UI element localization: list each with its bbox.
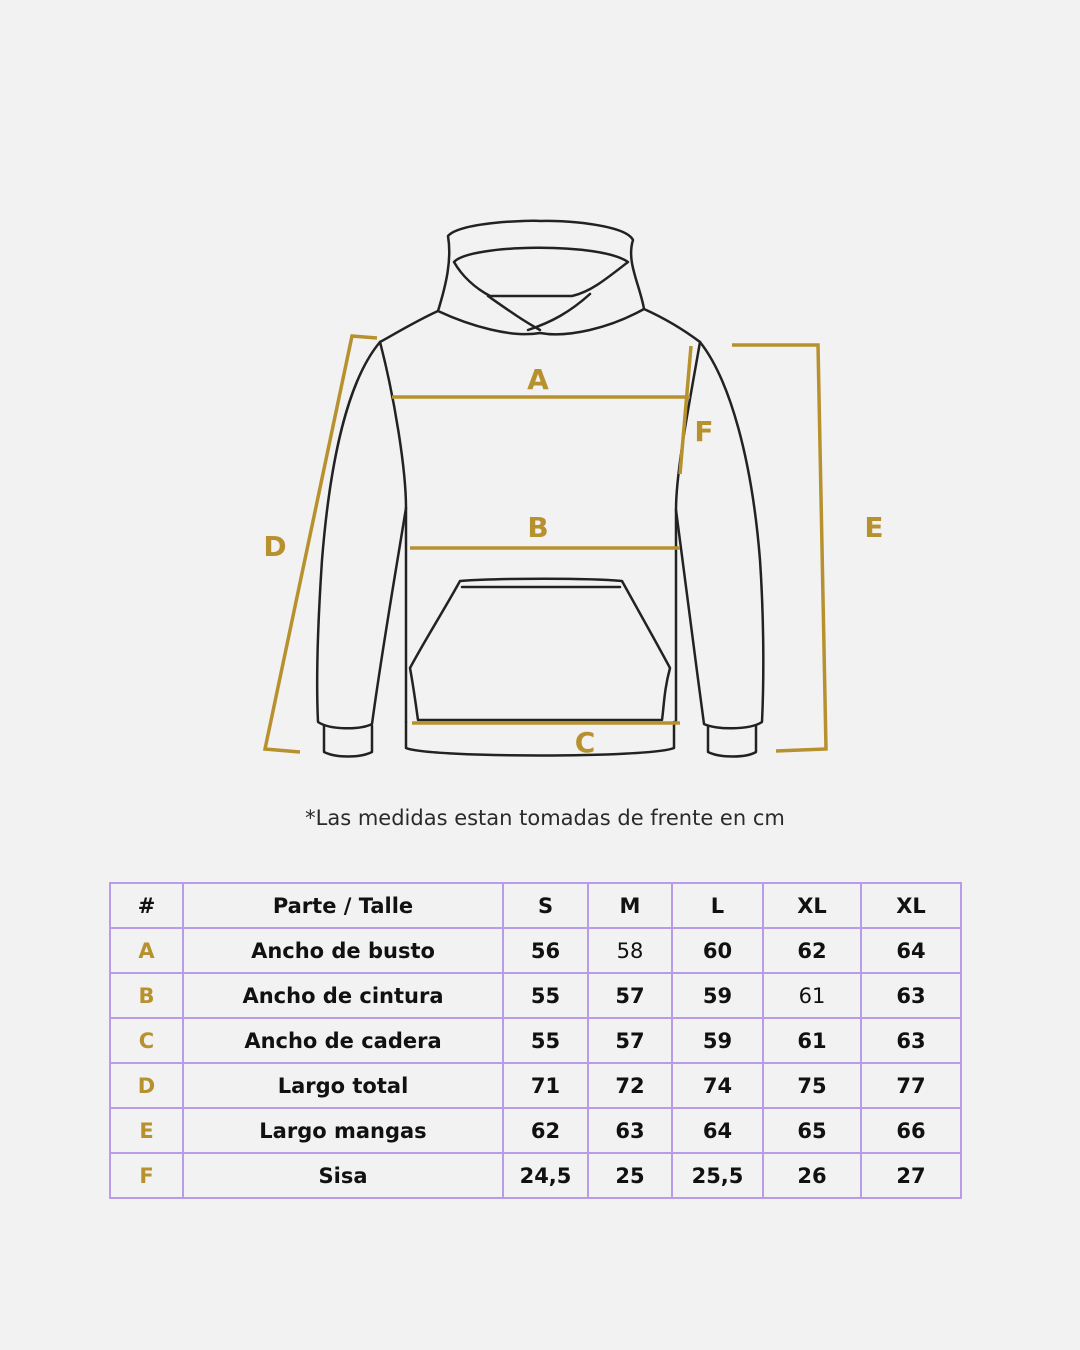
- cell-value: 63: [861, 973, 961, 1018]
- label-d: D: [263, 530, 287, 563]
- header-size-xl: XL: [763, 883, 861, 928]
- label-e: E: [864, 511, 884, 544]
- measure-lines: [265, 336, 826, 752]
- table-row: [110, 1153, 961, 1198]
- hood-outer: [438, 221, 644, 334]
- row-code: C: [110, 1018, 183, 1063]
- row-code: E: [110, 1108, 183, 1153]
- cell-value: 66: [861, 1108, 961, 1153]
- cell-value: 24,5: [503, 1153, 588, 1198]
- size-table: [109, 882, 962, 1199]
- cell-value: 27: [861, 1153, 961, 1198]
- cell-value: 62: [503, 1108, 588, 1153]
- cell-value: 77: [861, 1063, 961, 1108]
- measure-line-f: [680, 346, 691, 474]
- cell-value: 25,5: [672, 1153, 763, 1198]
- right-cuff: [708, 726, 756, 757]
- cell-value: 55: [503, 1018, 588, 1063]
- label-f: F: [694, 415, 714, 448]
- header-size-xl-2: XL: [861, 883, 961, 928]
- cell-value: 61: [763, 973, 861, 1018]
- header-size-s: S: [503, 883, 588, 928]
- cell-value: 25: [588, 1153, 672, 1198]
- table-row: [110, 1108, 961, 1153]
- measure-line-e: [732, 345, 826, 751]
- cell-value: 64: [672, 1108, 763, 1153]
- row-part: Ancho de cintura: [183, 973, 503, 1018]
- table-row: [110, 973, 961, 1018]
- cell-value: 64: [861, 928, 961, 973]
- cell-value: 59: [672, 1018, 763, 1063]
- cell-value: 63: [861, 1018, 961, 1063]
- cell-value: 74: [672, 1063, 763, 1108]
- row-code: F: [110, 1153, 183, 1198]
- hoodie-outline: [317, 221, 763, 757]
- hood-inner-rim: [454, 248, 628, 296]
- cell-value: 61: [763, 1018, 861, 1063]
- label-c: C: [574, 726, 596, 759]
- cell-value: 55: [503, 973, 588, 1018]
- cell-value: 63: [588, 1108, 672, 1153]
- cell-value: 57: [588, 1018, 672, 1063]
- table-row: [110, 928, 961, 973]
- cell-value: 65: [763, 1108, 861, 1153]
- label-b: B: [527, 511, 549, 544]
- body-right-side: [644, 309, 700, 722]
- kangaroo-pocket: [410, 579, 670, 720]
- header-part: Parte / Talle: [183, 883, 503, 928]
- label-a: A: [527, 363, 549, 396]
- hood-overlap: [488, 294, 590, 330]
- row-code: D: [110, 1063, 183, 1108]
- cell-value: 26: [763, 1153, 861, 1198]
- table-header-row: [110, 883, 961, 928]
- row-code: A: [110, 928, 183, 973]
- measure-labels: [263, 363, 883, 759]
- table-row: [110, 1063, 961, 1108]
- cell-value: 59: [672, 973, 763, 1018]
- row-part: Largo mangas: [183, 1108, 503, 1153]
- cell-value: 75: [763, 1063, 861, 1108]
- row-part: Sisa: [183, 1153, 503, 1198]
- left-cuff: [324, 726, 372, 757]
- cell-value: 72: [588, 1063, 672, 1108]
- row-part: Ancho de cadera: [183, 1018, 503, 1063]
- cell-value: 57: [588, 973, 672, 1018]
- cell-value: 58: [588, 928, 672, 973]
- cell-value: 71: [503, 1063, 588, 1108]
- header-size-m: M: [588, 883, 672, 928]
- row-code: B: [110, 973, 183, 1018]
- row-part: Ancho de busto: [183, 928, 503, 973]
- cell-value: 62: [763, 928, 861, 973]
- measurement-note: *Las medidas estan tomadas de frente en cm: [305, 806, 785, 830]
- table-row: [110, 1018, 961, 1063]
- cell-value: 56: [503, 928, 588, 973]
- row-part: Largo total: [183, 1063, 503, 1108]
- body-left-side: [380, 311, 438, 722]
- cell-value: 60: [672, 928, 763, 973]
- header-size-l: L: [672, 883, 763, 928]
- header-code: #: [110, 883, 183, 928]
- waistband: [406, 722, 674, 756]
